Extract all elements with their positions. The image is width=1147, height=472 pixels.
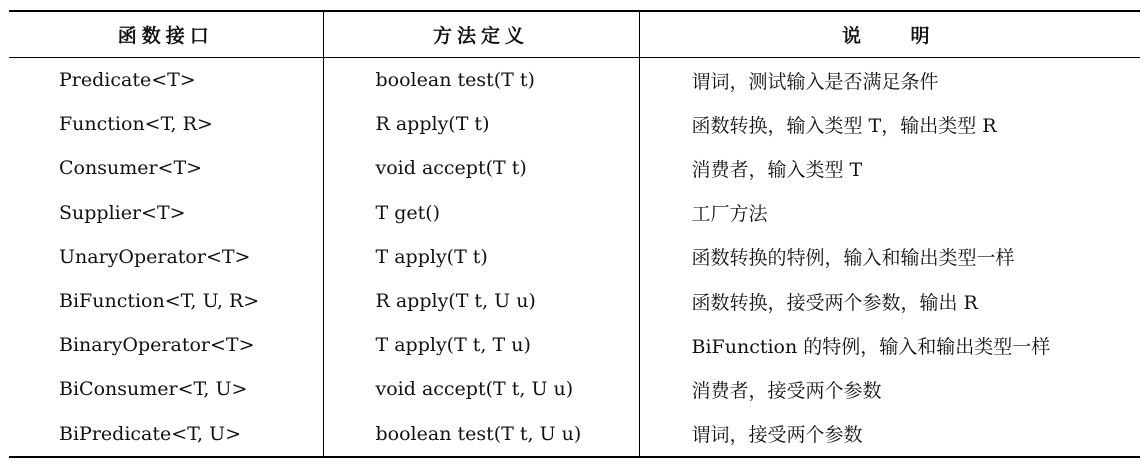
cell-interface: BiFunction<T, U, R>: [59, 290, 260, 313]
header-interface: 函数接口: [117, 25, 214, 47]
cell-interface: Supplier<T>: [59, 201, 186, 224]
table-row: [9, 367, 1140, 411]
cell-description: 函数转换的特例，输入和输出类型一样: [639, 235, 1140, 279]
header-description: 说 明: [639, 11, 1140, 58]
cell-method: boolean test(T t, U u): [323, 412, 639, 457]
cell-interface: Function<T, R>: [59, 113, 213, 136]
cell-interface: Predicate<T>: [59, 69, 196, 92]
cell-description: 消费者，输入类型 T: [639, 146, 1140, 190]
table-header-row: [9, 11, 1140, 58]
table-row: [9, 191, 1140, 235]
cell-method: void accept(T t, U u): [323, 367, 639, 411]
table-row: [9, 279, 1140, 323]
cell-interface: BiPredicate<T, U>: [59, 422, 242, 445]
table-row: [9, 146, 1140, 190]
table-row: [9, 235, 1140, 279]
cell-method: T apply(T t): [323, 235, 639, 279]
cell-method: void accept(T t): [323, 146, 639, 190]
cell-interface: BinaryOperator<T>: [59, 334, 255, 357]
cell-description: 函数转换，输入类型 T，输出类型 R: [639, 102, 1140, 146]
cell-method: boolean test(T t): [323, 58, 639, 103]
table-row: [9, 412, 1140, 457]
cell-description: 谓词，接受两个参数: [639, 412, 1140, 457]
cell-interface: UnaryOperator<T>: [59, 245, 251, 268]
cell-description: 谓词，测试输入是否满足条件: [639, 58, 1140, 103]
table-row: [9, 102, 1140, 146]
interface-table-container: [9, 10, 1140, 458]
cell-description: 消费者，接受两个参数: [639, 367, 1140, 411]
cell-description: 工厂方法: [639, 191, 1140, 235]
cell-method: T apply(T t, T u): [323, 323, 639, 367]
cell-method: T get(): [323, 191, 639, 235]
cell-method: R apply(T t, U u): [323, 279, 639, 323]
cell-description: BiFunction 的特例，输入和输出类型一样: [639, 323, 1140, 367]
cell-description: 函数转换，接受两个参数，输出 R: [639, 279, 1140, 323]
cell-interface: Consumer<T>: [59, 157, 203, 180]
cell-interface: BiConsumer<T, U>: [59, 378, 248, 401]
header-method: 方法定义: [323, 11, 639, 58]
table-row: [9, 58, 1140, 103]
cell-method: R apply(T t): [323, 102, 639, 146]
table-row: [9, 323, 1140, 367]
functional-interface-table: [9, 10, 1140, 458]
